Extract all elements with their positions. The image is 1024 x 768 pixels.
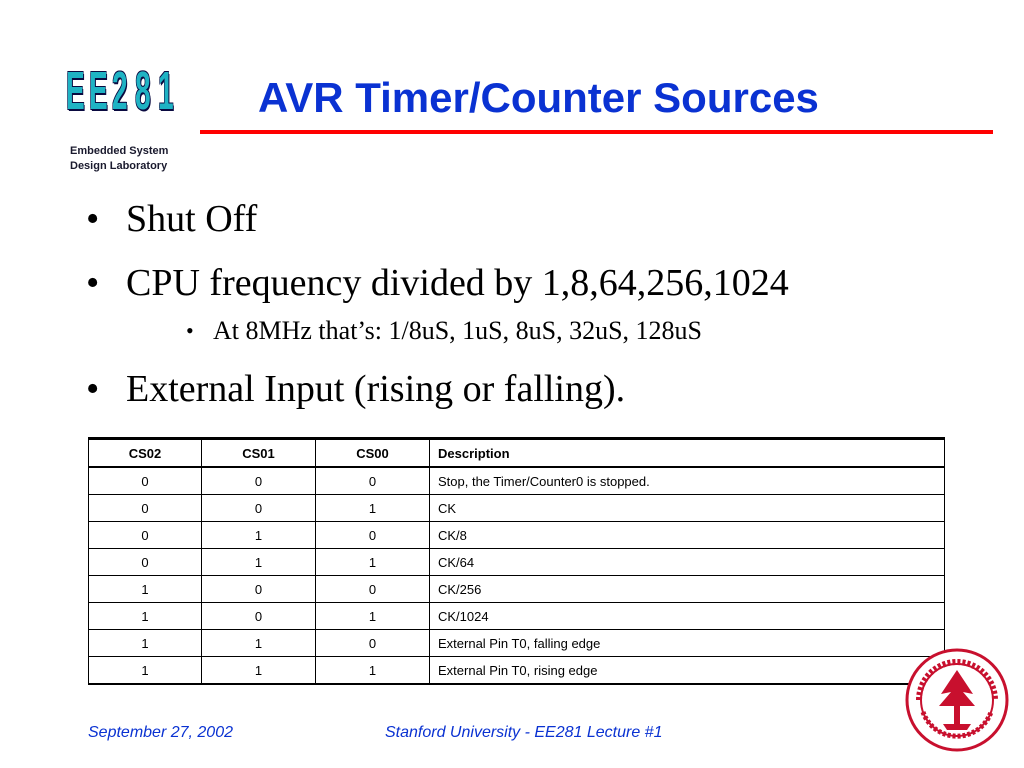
table-cell: 1	[202, 630, 316, 657]
table-cell: 0	[202, 467, 316, 495]
column-header: CS00	[316, 439, 430, 468]
bullet-item	[86, 196, 986, 242]
bullet-item	[86, 366, 986, 412]
table-cell: CK	[430, 495, 945, 522]
bullet-text: CPU frequency divided by 1,8,64,256,1024	[126, 262, 789, 304]
logo-letter: 2	[112, 61, 128, 121]
table-cell: 0	[316, 630, 430, 657]
logo-letter: E	[89, 61, 108, 121]
table-cell: 0	[316, 522, 430, 549]
table-row	[89, 630, 945, 657]
table-cell: 0	[89, 467, 202, 495]
sub-bullet-item	[86, 314, 986, 348]
bullet-icon: •	[86, 198, 100, 240]
table-cell: 0	[89, 495, 202, 522]
column-header: CS01	[202, 439, 316, 468]
slide-title: AVR Timer/Counter Sources	[258, 74, 819, 121]
table-cell: 1	[89, 657, 202, 685]
lab-name	[70, 144, 168, 174]
bullet-icon: •	[86, 262, 100, 304]
title-divider	[200, 130, 993, 134]
table-cell: CK/1024	[430, 603, 945, 630]
bullet-icon: •	[186, 318, 194, 343]
table-cell: 1	[89, 576, 202, 603]
logo-letter: 8	[135, 61, 151, 121]
table-cell: 1	[316, 549, 430, 576]
table-cell: 0	[202, 495, 316, 522]
sub-bullet-text: At 8MHz that’s: 1/8uS, 1uS, 8uS, 32uS, 128uS	[213, 316, 703, 345]
table-cell: 1	[202, 522, 316, 549]
logo-letter: E	[66, 61, 85, 121]
table-cell: Stop, the Timer/Counter0 is stopped.	[430, 467, 945, 495]
table-cell: 1	[202, 657, 316, 685]
clock-select-table	[88, 437, 945, 685]
table-header-row	[89, 439, 945, 468]
stanford-seal-icon	[905, 648, 1009, 752]
footer-date: September 27, 2002	[88, 724, 233, 741]
column-header: CS02	[89, 439, 202, 468]
table-cell: 1	[89, 603, 202, 630]
table-cell: External Pin T0, falling edge	[430, 630, 945, 657]
bullet-item	[86, 260, 986, 306]
column-header: Description	[430, 439, 945, 468]
table-cell: 0	[89, 522, 202, 549]
table-cell: 0	[316, 467, 430, 495]
table-cell: CK/256	[430, 576, 945, 603]
lab-name-line2: Design Laboratory	[70, 160, 168, 172]
table-cell: 1	[316, 495, 430, 522]
bullet-list	[86, 196, 986, 412]
table-row	[89, 657, 945, 685]
table-row	[89, 603, 945, 630]
bullet-text: Shut Off	[126, 198, 258, 240]
footer-course: Stanford University - EE281 Lecture #1	[385, 724, 663, 741]
table-cell: 0	[202, 603, 316, 630]
table-cell: 1	[316, 657, 430, 685]
table-row	[89, 467, 945, 495]
table-cell: 1	[316, 603, 430, 630]
bullet-icon: •	[86, 368, 100, 410]
logo-letter: 1	[158, 61, 174, 121]
table-cell: 0	[316, 576, 430, 603]
table-cell: CK/64	[430, 549, 945, 576]
table-cell: External Pin T0, rising edge	[430, 657, 945, 685]
table-cell: 0	[202, 576, 316, 603]
table-cell: 1	[202, 549, 316, 576]
table-row	[89, 576, 945, 603]
table-row	[89, 549, 945, 576]
table-row	[89, 495, 945, 522]
table-row	[89, 522, 945, 549]
table-cell: 0	[89, 549, 202, 576]
bullet-text: External Input (rising or falling).	[126, 368, 626, 410]
ee281-logo	[66, 58, 180, 124]
table-cell: CK/8	[430, 522, 945, 549]
lab-name-line1: Embedded System	[70, 145, 169, 157]
table-cell: 1	[89, 630, 202, 657]
